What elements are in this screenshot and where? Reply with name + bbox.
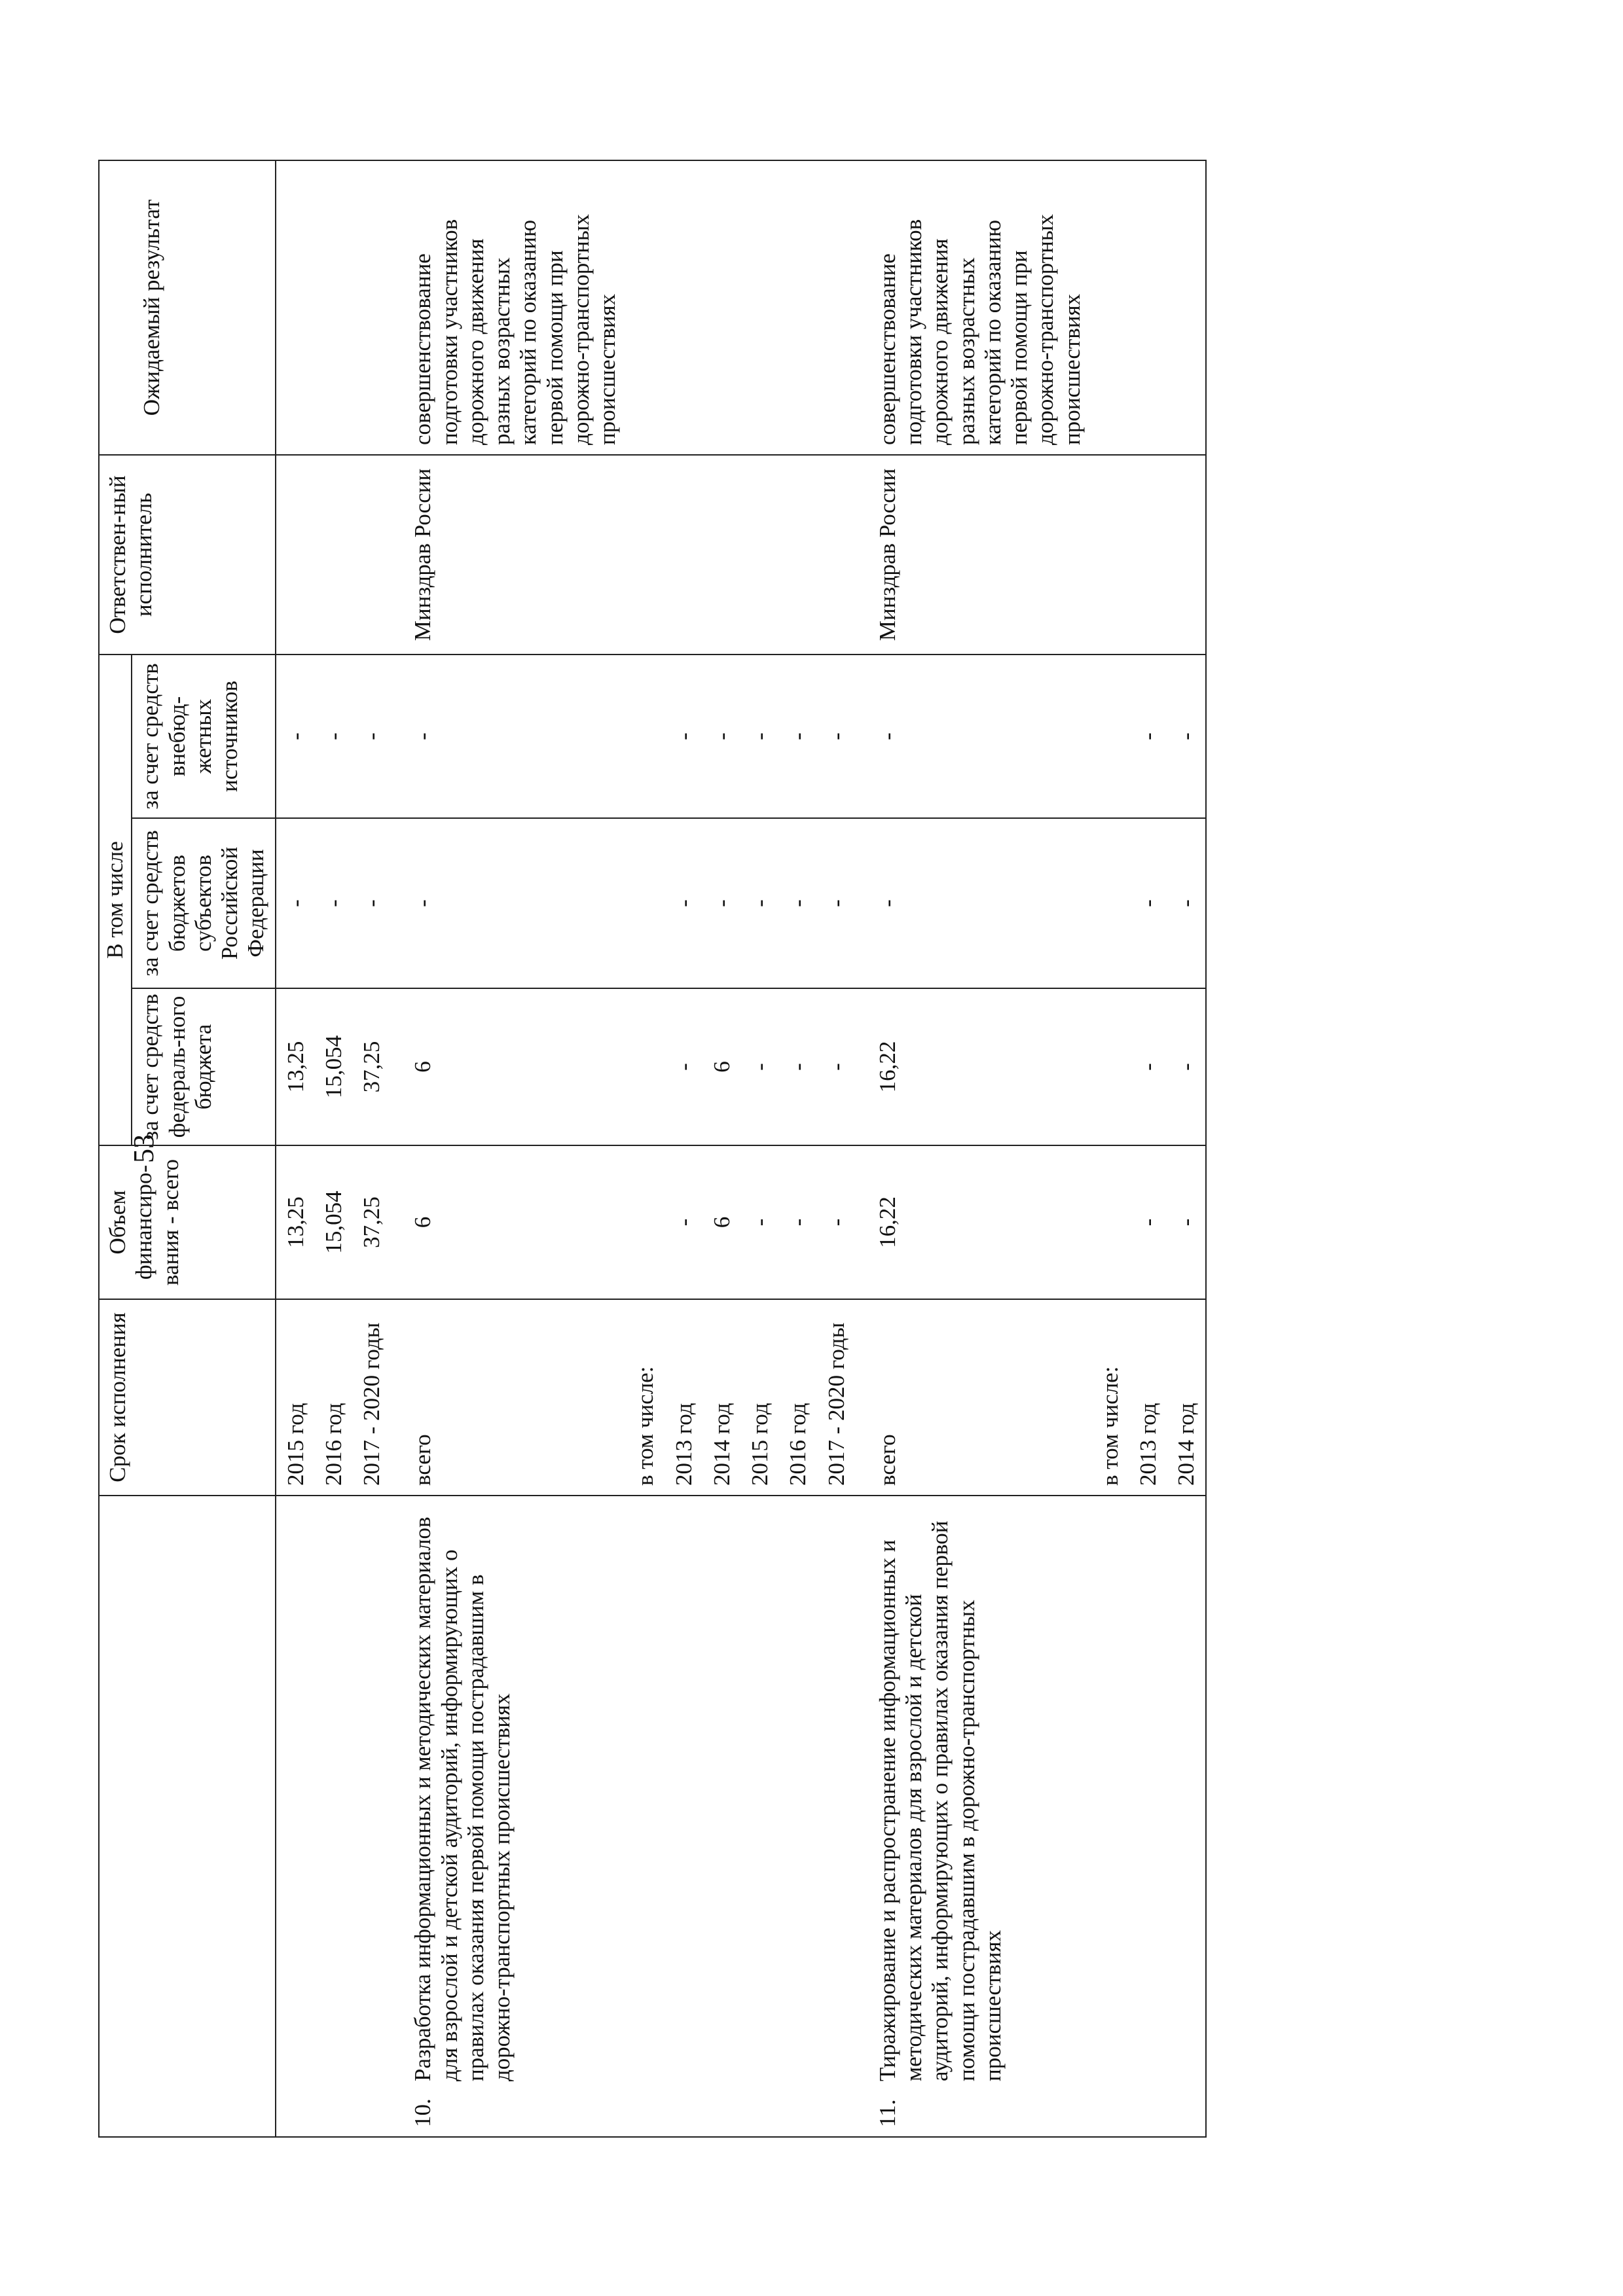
extrabudget-cell: -	[778, 655, 816, 818]
regional-cell: -	[352, 818, 390, 988]
regional-cell: -	[817, 818, 855, 988]
federal-cell: -	[740, 988, 778, 1145]
table-row	[817, 160, 855, 2137]
result-cell	[314, 160, 352, 455]
table-body	[276, 160, 1206, 2137]
activity-cell	[1129, 1496, 1167, 2137]
regional-cell	[1091, 818, 1129, 988]
activity-cell	[276, 1496, 314, 2137]
responsible-cell	[778, 455, 816, 655]
activity-cell	[855, 1496, 1091, 2137]
activity-cell	[740, 1496, 778, 2137]
responsible-cell	[665, 455, 702, 655]
term-cell: 2016 год	[778, 1299, 816, 1496]
total-cell: -	[778, 1145, 816, 1299]
table-row	[1167, 160, 1205, 2137]
result-cell: совершенствование подготовки участников дорожного движения разных возрастных категорий по оказанию первой помощи при дорожно-транспортных происшествиях	[390, 160, 626, 455]
federal-cell: -	[1167, 988, 1205, 1145]
activity-cell	[702, 1496, 740, 2137]
result-cell	[702, 160, 740, 455]
federal-cell	[626, 988, 664, 1145]
responsible-cell	[352, 455, 390, 655]
extrabudget-cell: -	[276, 655, 314, 818]
total-cell: 16,22	[855, 1145, 1091, 1299]
extrabudget-cell: -	[1167, 655, 1205, 818]
federal-cell: 16,22	[855, 988, 1091, 1145]
total-cell	[626, 1145, 664, 1299]
term-cell: всего	[855, 1299, 1091, 1496]
term-cell: 2017 - 2020 годы	[352, 1299, 390, 1496]
result-cell	[817, 160, 855, 455]
total-cell	[1091, 1145, 1129, 1299]
term-cell: в том числе:	[626, 1299, 664, 1496]
activity-cell	[1091, 1496, 1129, 2137]
term-cell: 2015 год	[740, 1299, 778, 1496]
table-row	[702, 160, 740, 2137]
result-cell	[626, 160, 664, 455]
responsible-cell	[740, 455, 778, 655]
responsible-cell	[702, 455, 740, 655]
result-cell	[1167, 160, 1205, 455]
total-cell: 13,25	[276, 1145, 314, 1299]
page-number: 53	[128, 1134, 160, 1163]
regional-cell: -	[665, 818, 702, 988]
total-cell: -	[665, 1145, 702, 1299]
responsible-cell	[276, 455, 314, 655]
result-cell	[276, 160, 314, 455]
regional-cell: -	[390, 818, 626, 988]
extrabudget-cell: -	[390, 655, 626, 818]
regional-cell: -	[702, 818, 740, 988]
table-row	[276, 160, 314, 2137]
term-cell: 2013 год	[665, 1299, 702, 1496]
item-name: Разработка информационных и методических материалов для взрослой и детской аудиторий, информирующих о правилах оказания первой помощи пострадавшим в дорожно-транспортных происшествиях	[410, 1516, 515, 2081]
result-cell	[352, 160, 390, 455]
federal-cell: 13,25	[276, 988, 314, 1145]
result-cell	[1129, 160, 1167, 455]
header-responsible: Ответствен-ный исполнитель	[99, 455, 276, 655]
activity-cell	[390, 1496, 626, 2137]
activity-cell	[665, 1496, 702, 2137]
program-table	[98, 160, 1207, 2138]
activity-cell	[1167, 1496, 1205, 2137]
term-cell: 2013 год	[1129, 1299, 1167, 1496]
total-cell: 6	[702, 1145, 740, 1299]
item-name: Тиражирование и распространение информационных и методических материалов для взрослой и детской аудиторий, информирующих о правилах оказания первой помощи пострадавшим в дорожно-транспортных происшествиях	[874, 1520, 1006, 2081]
term-cell: всего	[390, 1299, 626, 1496]
result-cell	[665, 160, 702, 455]
activity-cell	[778, 1496, 816, 2137]
extrabudget-cell: -	[314, 655, 352, 818]
term-cell: в том числе:	[1091, 1299, 1129, 1496]
responsible-cell	[1129, 455, 1167, 655]
header-activity	[99, 1496, 276, 2137]
table-row	[352, 160, 390, 2137]
term-cell: 2014 год	[702, 1299, 740, 1496]
federal-cell: -	[817, 988, 855, 1145]
result-cell	[778, 160, 816, 455]
table-row	[740, 160, 778, 2137]
regional-cell: -	[855, 818, 1091, 988]
extrabudget-cell: -	[1129, 655, 1167, 818]
federal-cell: -	[1129, 988, 1167, 1145]
regional-cell	[626, 818, 664, 988]
total-cell: 6	[390, 1145, 626, 1299]
total-cell: 37,25	[352, 1145, 390, 1299]
extrabudget-cell: -	[702, 655, 740, 818]
header-regional: за счет средств бюджетов субъектов Российской Федерации	[132, 818, 275, 988]
term-cell: 2016 год	[314, 1299, 352, 1496]
table-row	[1129, 160, 1167, 2137]
table-row	[1091, 160, 1129, 2137]
responsible-cell	[817, 455, 855, 655]
responsible-cell	[314, 455, 352, 655]
term-cell: 2017 - 2020 годы	[817, 1299, 855, 1496]
regional-cell: -	[1129, 818, 1167, 988]
header-result: Ожидаемый результат	[99, 160, 276, 455]
extrabudget-cell: -	[352, 655, 390, 818]
term-cell: 2014 год	[1167, 1299, 1205, 1496]
extrabudget-cell: -	[855, 655, 1091, 818]
federal-cell: -	[778, 988, 816, 1145]
responsible-cell	[1167, 455, 1205, 655]
result-cell: совершенствование подготовки участников дорожного движения разных возрастных категорий по оказанию первой помощи при дорожно-транспортных происшествиях	[855, 160, 1091, 455]
regional-cell: -	[276, 818, 314, 988]
activity-cell	[626, 1496, 664, 2137]
federal-cell	[1091, 988, 1129, 1145]
result-cell	[740, 160, 778, 455]
regional-cell: -	[1167, 818, 1205, 988]
activity-cell	[817, 1496, 855, 2137]
header-federal: за счет средств федераль-ного бюджета	[132, 988, 275, 1145]
responsible-cell	[1091, 455, 1129, 655]
result-cell	[1091, 160, 1129, 455]
regional-cell: -	[314, 818, 352, 988]
responsible-cell: Минздрав России	[855, 455, 1091, 655]
federal-cell: -	[665, 988, 702, 1145]
federal-cell: 15,054	[314, 988, 352, 1145]
total-cell: -	[1129, 1145, 1167, 1299]
table-row	[778, 160, 816, 2137]
table-row	[665, 160, 702, 2137]
table-row	[390, 160, 626, 2137]
table-row	[314, 160, 352, 2137]
regional-cell: -	[778, 818, 816, 988]
table-row	[626, 160, 664, 2137]
federal-cell: 6	[390, 988, 626, 1145]
responsible-cell: Минздрав России	[390, 455, 626, 655]
extrabudget-cell	[1091, 655, 1129, 818]
activity-cell	[352, 1496, 390, 2137]
item-number: 11.	[874, 2099, 900, 2127]
header-extrabudget: за счет средств внебюд-жетных источников	[132, 655, 275, 818]
header-term: Срок исполнения	[99, 1299, 276, 1496]
extrabudget-cell: -	[665, 655, 702, 818]
extrabudget-cell: -	[740, 655, 778, 818]
term-cell: 2015 год	[276, 1299, 314, 1496]
item-number: 10.	[410, 2098, 436, 2127]
federal-cell: 37,25	[352, 988, 390, 1145]
total-cell: -	[1167, 1145, 1205, 1299]
total-cell: -	[817, 1145, 855, 1299]
header-total: Объем финансиро-вания - всего	[99, 1145, 276, 1299]
regional-cell: -	[740, 818, 778, 988]
table-row	[855, 160, 1091, 2137]
total-cell: -	[740, 1145, 778, 1299]
activity-cell	[314, 1496, 352, 2137]
federal-cell: 6	[702, 988, 740, 1145]
extrabudget-cell	[626, 655, 664, 818]
responsible-cell	[626, 455, 664, 655]
header-including: В том числе	[99, 655, 132, 1145]
total-cell: 15,054	[314, 1145, 352, 1299]
extrabudget-cell: -	[817, 655, 855, 818]
